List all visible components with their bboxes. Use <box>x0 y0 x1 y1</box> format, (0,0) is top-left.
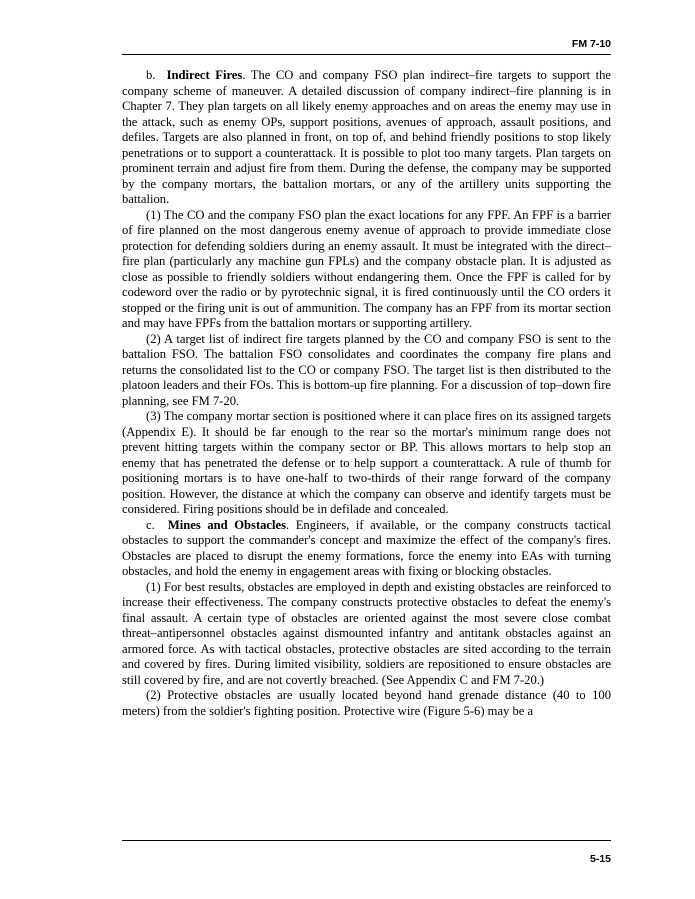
paragraph-c2: (2) Protective obstacles are usually located beyond hand grenade distance (40 to 100 meters) from the soldier's fighting position. Protective wire (Figure 5-6) may be a <box>122 688 611 718</box>
paragraph-b-heading: Indirect Fires <box>166 68 243 82</box>
page-body <box>122 68 611 719</box>
paragraph-b2: (2) A target list of indirect fire targets planned by the CO and company FSO is sent to the battalion FSO. The battalion FSO consolidates and coordinates the company fire plans and returns the consolidated list to the CO or company FSO. The target list is then distributed to the platoon leaders and their FOs. This is bottom-up fire planning. For a discussion of top–down fire planning, see FM 7-20. <box>122 331 611 408</box>
paragraph-b-label: b. <box>146 68 156 82</box>
paragraph-b1: (1) The CO and the company FSO plan the exact locations for any FPF. An FPF is a barrier of fire planned on the most dangerous enemy avenue of approach to provide immediate close protection for defending soldiers during an enemy assault. It must be integrated with the direct–fire plan (particularly any machine gun FPLs) and the company obstacle plan. It is adjusted as close as possible to friendly soldiers without endangering them. Once the FPF is called for by codeword over the radio or by pyrotechnic signal, it is fired continuously until the CO orders it stopped or the firing unit is out of ammunition. The company has an FPF from its mortar section and may have FPFs from the battalion mortars or supporting artillery. <box>122 207 611 330</box>
page-header <box>0 0 695 60</box>
paragraph-b <box>122 68 611 208</box>
paragraph-b-text: . The CO and company FSO plan indirect–fire targets to support the company scheme of maneuver. A detailed discussion of company indirect–fire planning is in Chapter 7. They plan targets on all likely enemy approaches and on areas the enemy may use in the attack, such as enemy OPs, support positions, avenues of approach, assault positions, and defiles. Targets are also planned in front, on top of, and behind friendly positions to stop likely penetrations or to support a counterattack. It is possible to plot too many targets. Plan targets on prominent terrain and adjust fire from them. During the defense, the company may be supported by the company mortars, the battalion mortars, or any of the artillery units supporting the battalion. <box>122 68 612 206</box>
footer-rule <box>122 840 611 841</box>
paragraph-c-text: . Engineers, if available, or the company constructs tactical obstacles to support the commander's concept and maximize the effect of the company's fires. Obstacles are placed to disrupt the enemy formations, force the enemy into EAs with turning obstacles, and hold the enemy in engagement areas with fixing or blocking obstacles. <box>122 517 612 578</box>
paragraph-c-heading: Mines and Obstacles <box>167 517 287 532</box>
paragraph-c-label: c. <box>146 517 155 532</box>
page-number: 5-15 <box>589 853 611 865</box>
header-rule <box>122 54 611 55</box>
paragraph-b3: (3) The company mortar section is positioned where it can place fires on its assigned targets (Appendix E). It should be far enough to the rear so the mortar's minimum range does not prevent hitting targets within the company sector or BP. This allows mortars to help stop an enemy that has penetrated the defense or to help support a counterattack. A rule of thumb for positioning mortars is to have one-half to two-thirds of their range forward of the company position. However, the distance at which the company can observe and identify targets must be considered. Firing positions should be in defilade and concealed. <box>122 409 611 516</box>
paragraph-c1: (1) For best results, obstacles are employed in depth and existing obstacles are reinforced to increase their effectiveness. The company constructs protective obstacles to defeat the enemy's final assault. A certain type of obstacles are oriented against the most severe close combat threat–antipersonnel obstacles against dismounted infantry and antitank obstacles against an armored force. As with tactical obstacles, protective obstacles are sited according to the terrain and covered by fires. During limited visibility, soldiers are repositioned to ensure obstacles are still covered by fire, and are not covertly breached. (See Appendix C and FM 7-20.) <box>122 579 611 687</box>
page-footer <box>0 838 695 878</box>
paragraph-c <box>122 518 611 580</box>
manual-code: FM 7-10 <box>571 38 611 50</box>
